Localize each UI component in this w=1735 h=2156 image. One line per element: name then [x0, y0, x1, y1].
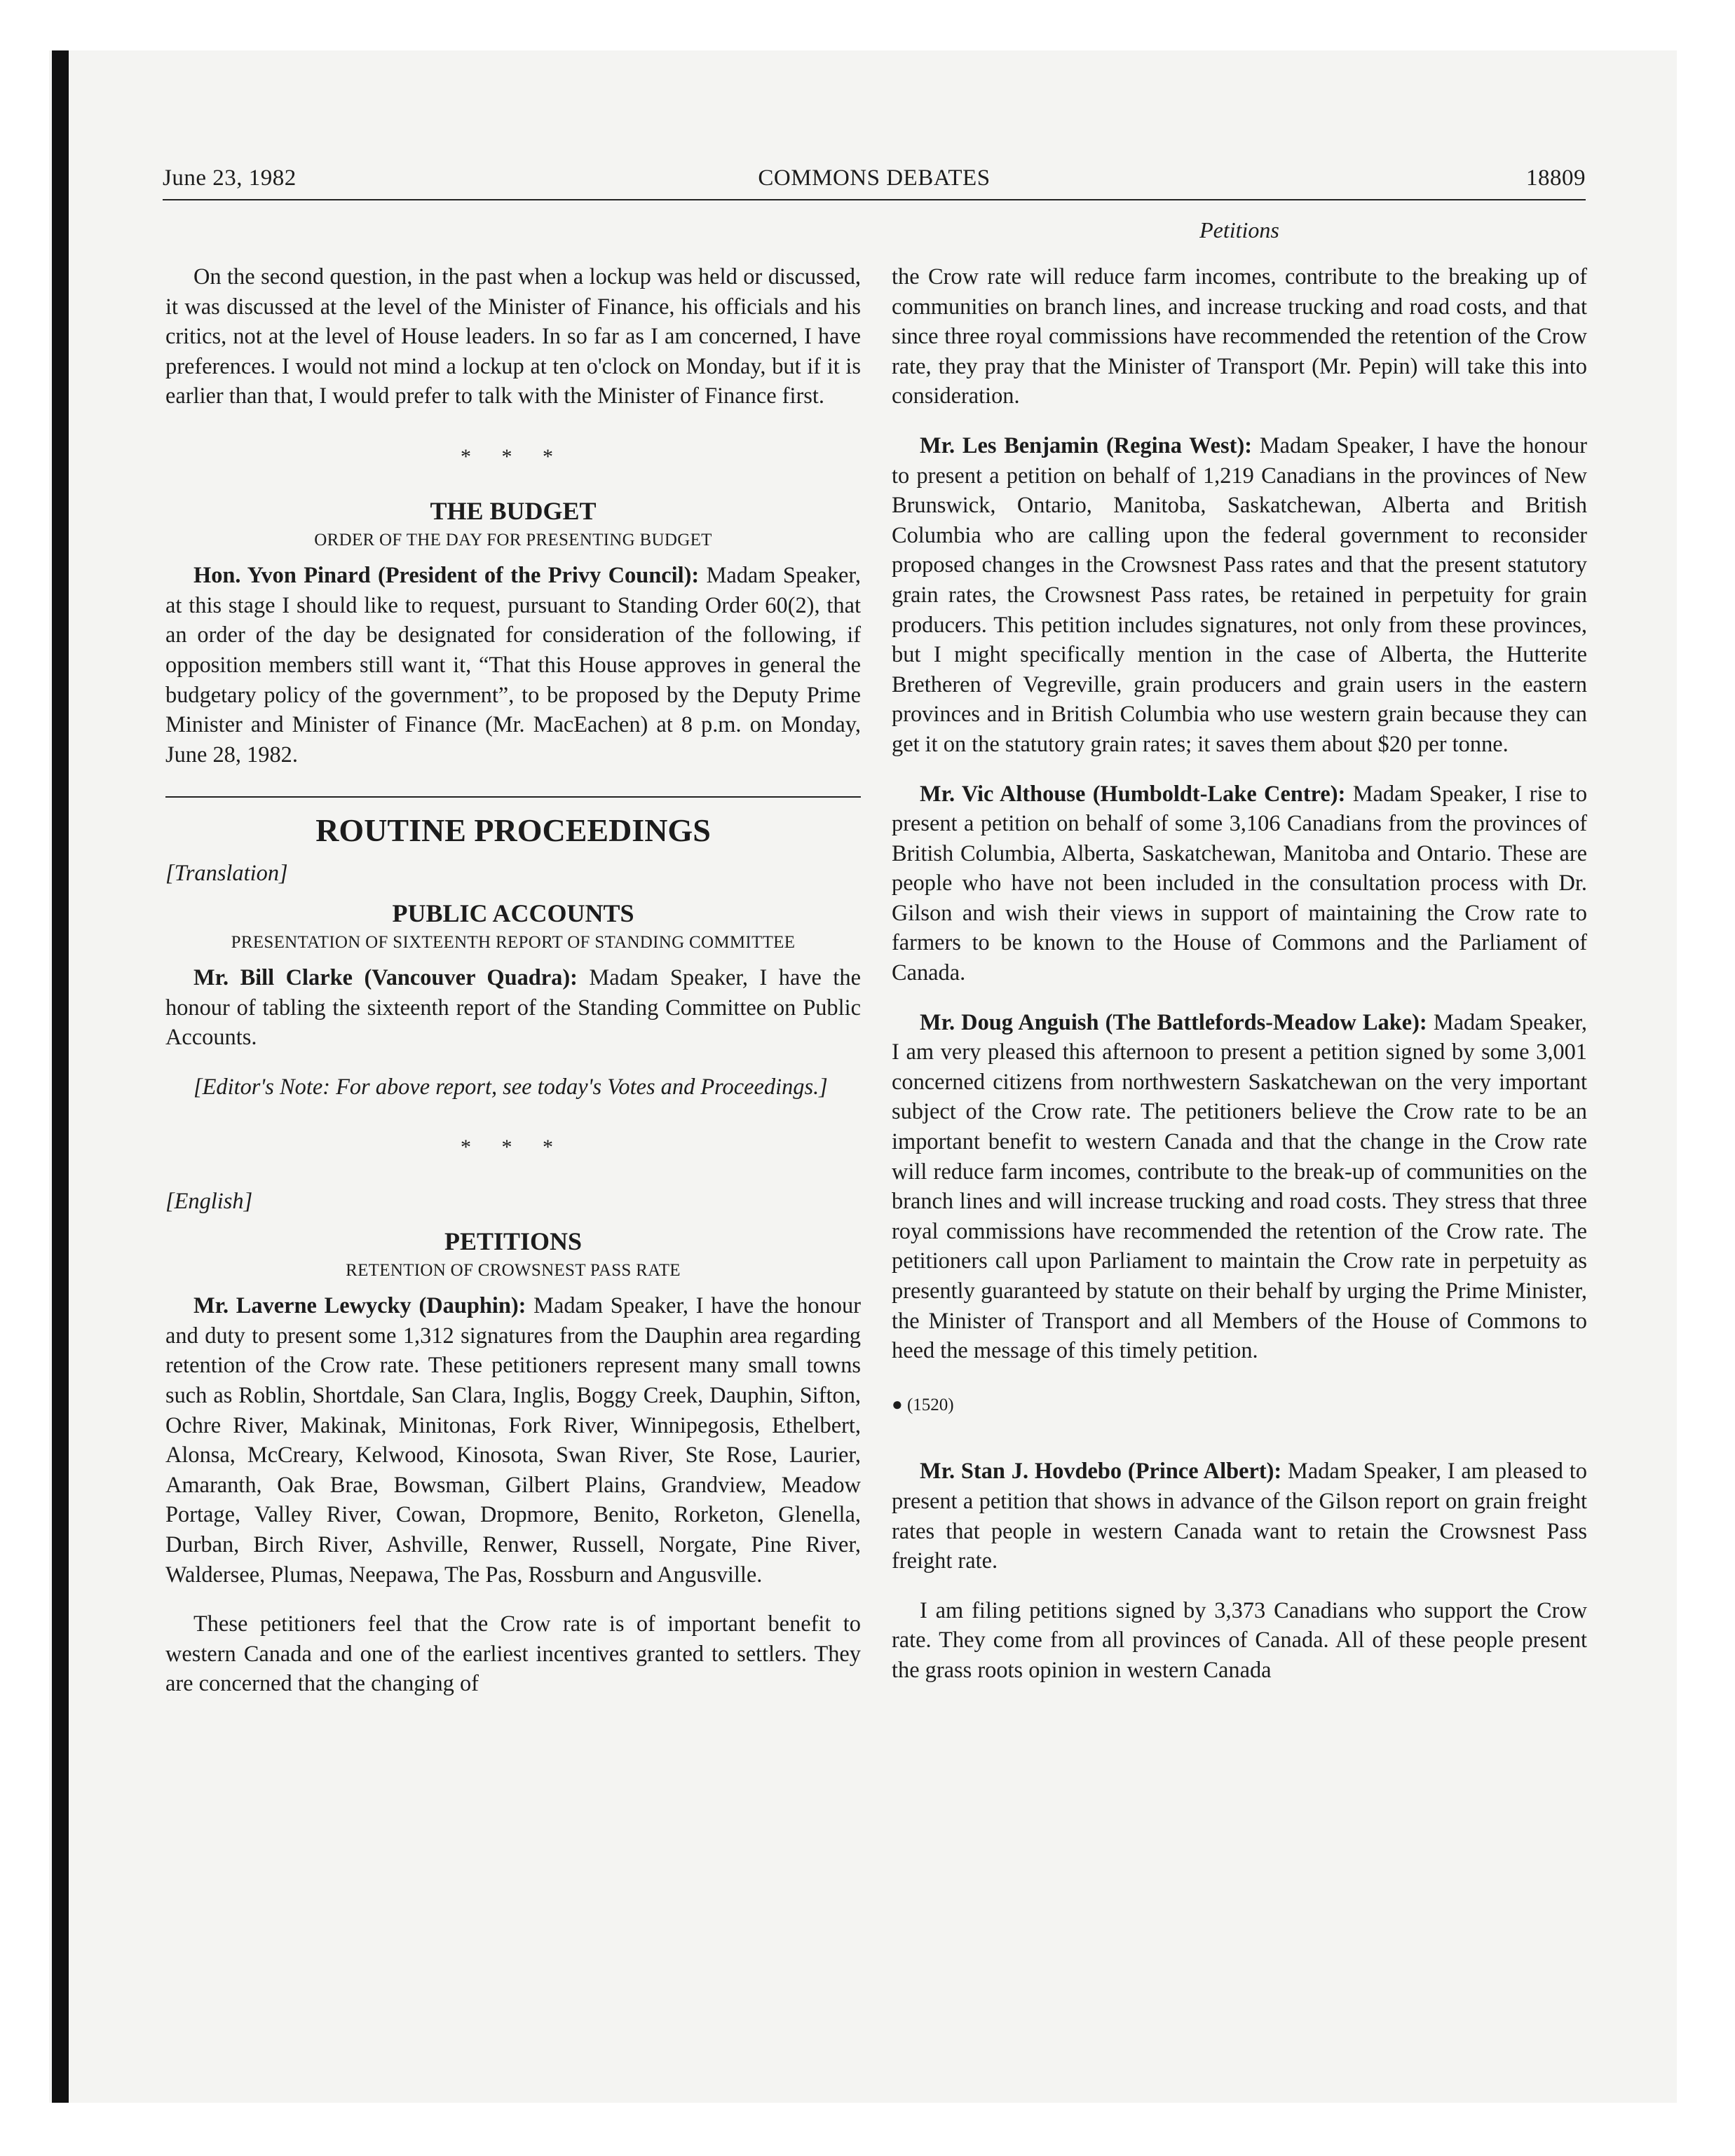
scan-edge-shadow [52, 50, 69, 2103]
paragraph: On the second question, in the past when a lockup was held or discussed, it was discussed at the level of the Minister of Finance, his officials and his critics, not at the level of House leaders. In so far as I am concerned, I have preferences. I would not mind a lockup at ten o'clock on Monday, but if it is earlier than that, I would prefer to talk with the Minister of Finance first. [165, 264, 861, 409]
section-rule [165, 796, 861, 798]
speaker-name: Mr. Laverne Lewycky (Dauphin): [193, 1293, 526, 1319]
paragraph: I am filing petitions signed by 3,373 Canadians who support the Crow rate. They come from all provinces of Canada. All of these people present the grass roots opinion in western Canada [892, 1597, 1587, 1683]
left-column [165, 262, 861, 1719]
subheading-petitions: RETENTION OF CROWSNEST PASS RATE [346, 1261, 681, 1281]
speech-anguish [892, 1008, 1587, 1366]
speech-text: Madam Speaker, I have the honour and duty to present some 1,312 signatures from the Dauphin area regarding retention of the Crow rate. These petitioners represent many small towns such as Roblin, Shortdale, San Clara, Inglis, Boggy Creek, Dauphin, Sifton, Ochre River, Makinak, Minitonas, Fork River, Winnipegosis, Ethelbert, Alonsa, McCreary, Kelwood, Kinosota, Swan River, Ste Rose, Laurier, Amaranth, Oak Brae, Bowsman, Gilbert Plains, Grandview, Meadow Portage, Valley River, Cowan, Dropmore, Benito, Rorketon, Glenella, Durban, Birch River, Ashville, Renwer, Russell, Norgate, Pine River, Waldersee, Plumas, Neepawa, The Pas, Rossburn and Angusville. [165, 1293, 861, 1588]
right-column [892, 262, 1587, 1705]
paragraph: These petitioners feel that the Crow rate is of important benefit to western Canada and one of the earliest incentives granted to settlers. They are concerned that the changing of [165, 1611, 861, 1697]
running-head: Petitions [1199, 217, 1279, 243]
subheading-accounts: PRESENTATION OF SIXTEENTH REPORT OF STANDING COMMITTEE [231, 933, 796, 953]
speech-hovdebo [892, 1456, 1587, 1576]
speech-pinard [165, 561, 861, 770]
section-heading-budget: THE BUDGET [430, 496, 597, 525]
speech-text: Madam Speaker, I have the honour to present a petition on behalf of 1,219 Canadians in the provinces of New Brunswick, Ontario, Manitoba, Saskatchewan, Alberta and British Columbia who are calling upon the federal government to reconsider proposed changes in the Crowsnest Pass rates and that the present statutory grain rates, the Crowsnest Pass rates, be retained in perpetuity for grain producers. This petition includes signatures, not only from these provinces, but I might specifically mention in the case of Alberta, the Hutterite Bretheren of Vegreville, grain producers and grain users in the eastern provinces and in British Columbia who use western grain because they can get it on the statutory grain rates; it saves them about $20 per tonne. [892, 432, 1587, 757]
section-heading-petitions: PETITIONS [444, 1227, 583, 1255]
language-tag: [English] [165, 1189, 253, 1215]
speech-text: Madam Speaker, I have the honour of tabling the sixteenth report of the Standing Committee on Public Accounts. [165, 965, 861, 1051]
timestamp [892, 1390, 1587, 1421]
speaker-name: Mr. Les Benjamin (Regina West): [920, 432, 1253, 458]
header-title: COMMONS DEBATES [758, 165, 991, 191]
speaker-name: Mr. Bill Clarke (Vancouver Quadra): [193, 965, 578, 991]
header-rule [163, 199, 1586, 200]
bullet-icon: ● [892, 1393, 903, 1414]
speech-text: Madam Speaker, at this stage I should like to request, pursuant to Standing Order 60(2), that an order of the day be designated for consideration of the following, if opposition members still want it, “That this House approves in general the budgetary policy of the government”, to be proposed by the Deputy Prime Minister and Minister of Finance (Mr. MacEachen) at 8 p.m. on Monday, June 28, 1982. [165, 563, 861, 767]
speech-text: Madam Speaker, I am pleased to present a petition that shows in advance of the Gilson report on grain freight rates that people in western Canada want to retain the Crowsnest Pass freight rate. [892, 1459, 1587, 1574]
speech-text: Madam Speaker, I rise to present a petition on behalf of some 3,106 Canadians from the provinces of British Columbia, Alberta, Saskatchewan, Manitoba and Ontario. These are people who have not been included in the consultation process with Dr. Gilson and wish their views in support of maintaining the Crow rate to farmers to be known to the House of Commons and the Parliament of Canada. [892, 781, 1588, 986]
speaker-name: Mr. Vic Althouse (Humboldt-Lake Centre): [920, 781, 1346, 807]
section-separator: * * * [461, 444, 566, 468]
speech-text: Madam Speaker, I am very pleased this afternoon to present a petition signed by some 3,001 concerned citizens from northwestern Saskatchewan on the very important subject of the Crow rate. The petitioners believe the Crow rate to be an important benefit to western Canada and that the change in the Crow rate will reduce farm incomes, contribute to the break-up of communities on the branch lines and will increase trucking and road costs. They stress that three royal commissions have recommended the retention of the Crow rate. The petitioners call upon Parliament to maintain the Crow rate in perpetuity as presently guaranteed by statute on their behalf by urging the Prime Minister, the Minister of Transport and all Members of the House of Commons to heed the message of this timely petition. [892, 1009, 1587, 1364]
section-separator: * * * [461, 1135, 566, 1159]
speech-clarke [165, 963, 861, 1053]
page-header [163, 165, 1586, 202]
editor-note: [Editor's Note: For above report, see today's Votes and Proceedings.] [193, 1074, 828, 1100]
header-date: June 23, 1982 [163, 165, 297, 191]
paragraph: the Crow rate will reduce farm incomes, contribute to the breaking up of communities on branch lines, and increase trucking and road costs, and that since three royal commissions have recommended the retention of the Crow rate, they pray that the Minister of Transport (Mr. Pepin) will take this into consideration. [892, 264, 1587, 409]
timestamp-text: (1520) [906, 1395, 954, 1414]
speech-benjamin [892, 431, 1587, 760]
speech-althouse [892, 779, 1587, 988]
page-number: 18809 [1526, 165, 1586, 191]
section-heading-routine: ROUTINE PROCEEDINGS [315, 812, 711, 849]
speaker-name: Mr. Doug Anguish (The Battlefords-Meadow Lake): [920, 1009, 1427, 1035]
speaker-name: Mr. Stan J. Hovdebo (Prince Albert): [920, 1459, 1282, 1485]
section-heading-accounts: PUBLIC ACCOUNTS [392, 899, 634, 927]
language-tag: [Translation] [165, 860, 288, 886]
speaker-name: Hon. Yvon Pinard (President of the Privy Council): [193, 563, 700, 589]
speech-lewycky [165, 1291, 861, 1590]
subheading-budget: ORDER OF THE DAY FOR PRESENTING BUDGET [314, 531, 712, 550]
